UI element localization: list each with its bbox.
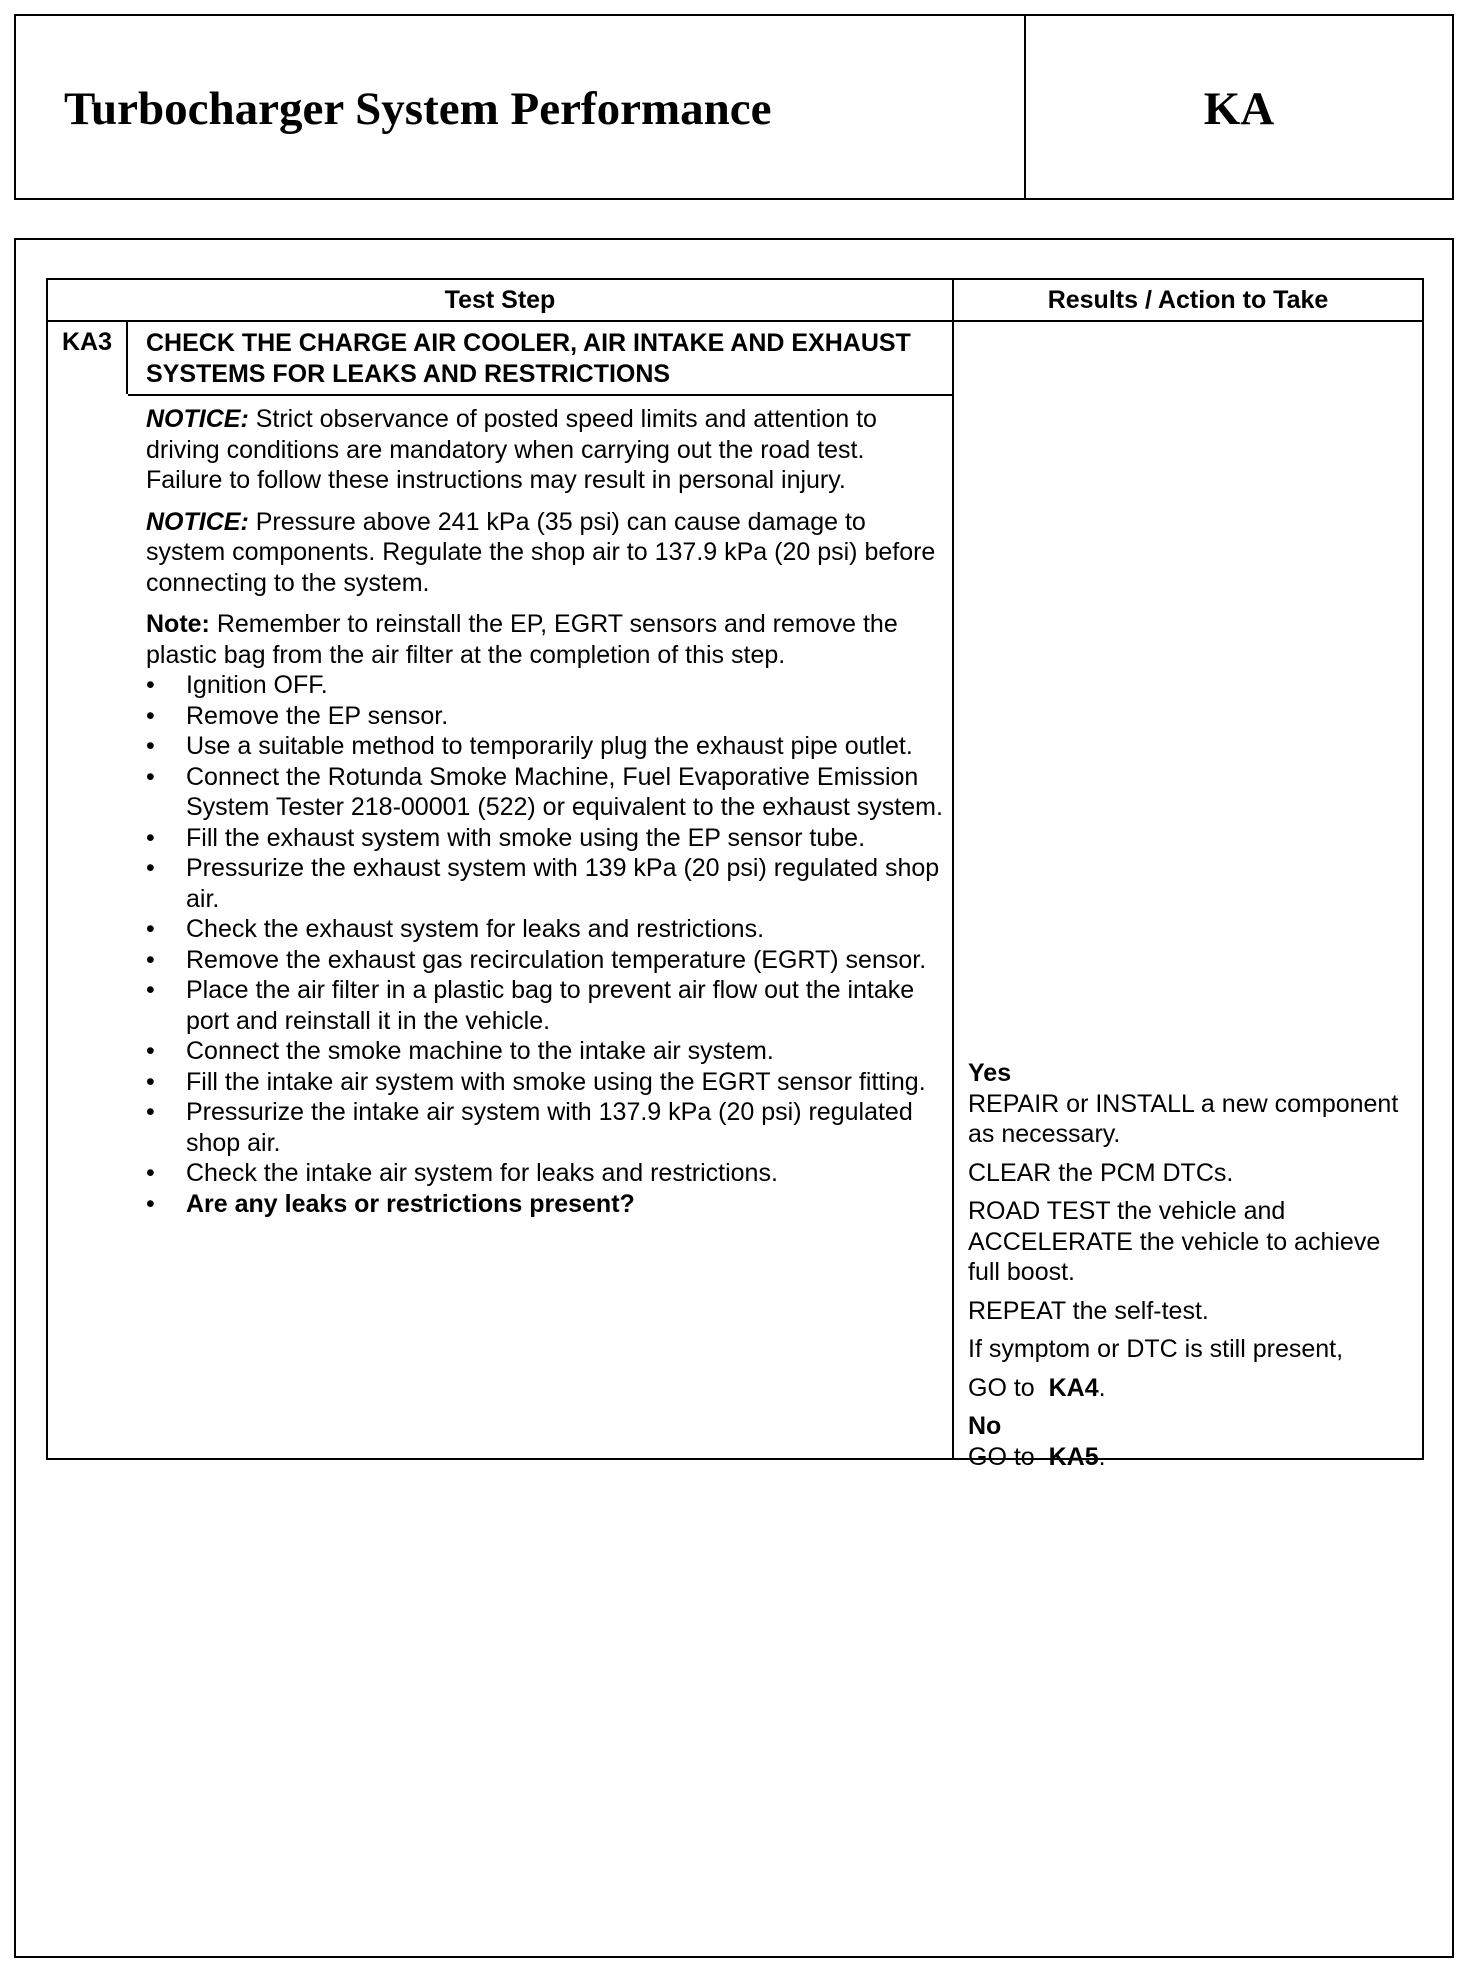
section-code: KA bbox=[1203, 83, 1275, 135]
list-item: • Ignition OFF. bbox=[146, 671, 328, 699]
bullet-icon: • bbox=[146, 732, 155, 760]
list-item: • Connect the Rotunda Smoke Machine, Fuel Evaporative Emission System Tester 218-00001 (522) or equivalent to the exhaust system. bbox=[146, 762, 943, 821]
result-line: CLEAR the PCM DTCs. bbox=[968, 1158, 1234, 1187]
bullet-icon: • bbox=[146, 671, 155, 699]
yes-label: Yes bbox=[968, 1059, 1012, 1087]
notice-1-label: NOTICE: bbox=[146, 405, 249, 433]
procedure-list bbox=[146, 670, 946, 1219]
yes-goto: GO to KA4. bbox=[968, 1373, 1106, 1402]
notice-2 bbox=[146, 507, 946, 599]
results-column bbox=[968, 1058, 1418, 1472]
result-line: If symptom or DTC is still present, bbox=[968, 1335, 1344, 1363]
result-line: ROAD TEST the vehicle and ACCELERATE the vehicle to achieve full boost. bbox=[968, 1197, 1381, 1286]
list-item: • Check the exhaust system for leaks and restrictions. bbox=[146, 915, 765, 943]
step-id: KA3 bbox=[48, 322, 128, 394]
step-title-rule bbox=[128, 394, 952, 396]
note bbox=[146, 609, 946, 670]
goto-target-ka4: KA4 bbox=[1048, 1373, 1099, 1402]
list-item: • Remove the EP sensor. bbox=[146, 701, 449, 730]
notice-1 bbox=[146, 404, 946, 496]
column-header-test-step: Test Step bbox=[444, 286, 556, 314]
note-text: Remember to reinstall the EP, EGRT sensors and remove the plastic bag from the air filter at the completion of this step. bbox=[146, 610, 898, 669]
bullet-icon: • bbox=[146, 1037, 155, 1065]
list-item: • Use a suitable method to temporarily plug the exhaust pipe outlet. bbox=[146, 732, 913, 760]
bullet-icon: • bbox=[146, 762, 155, 791]
header-rule bbox=[48, 320, 1422, 322]
bullet-icon: • bbox=[146, 915, 155, 943]
bullet-icon: • bbox=[146, 976, 155, 1004]
bullet-icon: • bbox=[146, 1159, 155, 1187]
note-label: Note: bbox=[146, 610, 210, 638]
list-item: • Connect the smoke machine to the intake air system. bbox=[146, 1037, 774, 1065]
list-item: • Pressurize the exhaust system with 139 kPa (20 psi) regulated shop air. bbox=[146, 854, 940, 913]
bullet-icon: • bbox=[146, 945, 155, 974]
bullet-icon: • bbox=[146, 701, 155, 730]
notice-1-text: Strict observance of posted speed limits and attention to driving conditions are mandatory when carrying out the road test. Failure to follow these instructions may result in personal injury. bbox=[146, 405, 877, 494]
result-no: No GO to KA5. bbox=[968, 1411, 1418, 1472]
bullet-icon: • bbox=[146, 1098, 155, 1126]
step-title: CHECK THE CHARGE AIR COOLER, AIR INTAKE AND EXHAUST SYSTEMS FOR LEAKS AND RESTRICTIONS bbox=[146, 329, 911, 388]
list-item: • Remove the exhaust gas recirculation temperature (EGRT) sensor. bbox=[146, 945, 927, 974]
bullet-icon: • bbox=[146, 823, 155, 852]
result-line: REPEAT the self-test. bbox=[968, 1296, 1209, 1325]
list-item: • Check the intake air system for leaks and restrictions. bbox=[146, 1159, 778, 1187]
question-item bbox=[146, 1189, 946, 1220]
bullet-icon: • bbox=[146, 854, 155, 882]
column-header-results: Results / Action to Take bbox=[1047, 286, 1329, 314]
page-title: Turbocharger System Performance bbox=[64, 83, 772, 135]
diagnostic-table bbox=[46, 278, 1424, 1471]
bullet-icon: • bbox=[146, 1189, 155, 1218]
list-item: • Fill the exhaust system with smoke using the EP sensor tube. bbox=[146, 823, 866, 852]
step-body bbox=[146, 404, 946, 1219]
bullet-icon: • bbox=[146, 1067, 155, 1096]
content-frame bbox=[14, 238, 1454, 1958]
notice-2-text: Pressure above 241 kPa (35 psi) can cause damage to system components. Regulate the shop air to 137.9 kPa (20 psi) before connecting to the system. bbox=[146, 507, 936, 597]
list-item: • Pressurize the intake air system with 137.9 kPa (20 psi) regulated shop air. bbox=[146, 1098, 913, 1157]
result-yes: Yes REPAIR or INSTALL a new component as necessary. bbox=[968, 1058, 1418, 1150]
column-divider bbox=[952, 280, 954, 1458]
list-item: • Fill the intake air system with smoke using the EGRT sensor fitting. bbox=[146, 1067, 926, 1096]
header-box bbox=[14, 14, 1454, 200]
list-item: • Place the air filter in a plastic bag to prevent air flow out the intake port and reinstall it in the vehicle. bbox=[146, 976, 915, 1035]
no-label: No bbox=[968, 1412, 1002, 1440]
notice-2-label: NOTICE: bbox=[146, 507, 249, 536]
goto-target-ka5: KA5 bbox=[1048, 1442, 1099, 1471]
question-text: Are any leaks or restrictions present? bbox=[186, 1189, 635, 1218]
